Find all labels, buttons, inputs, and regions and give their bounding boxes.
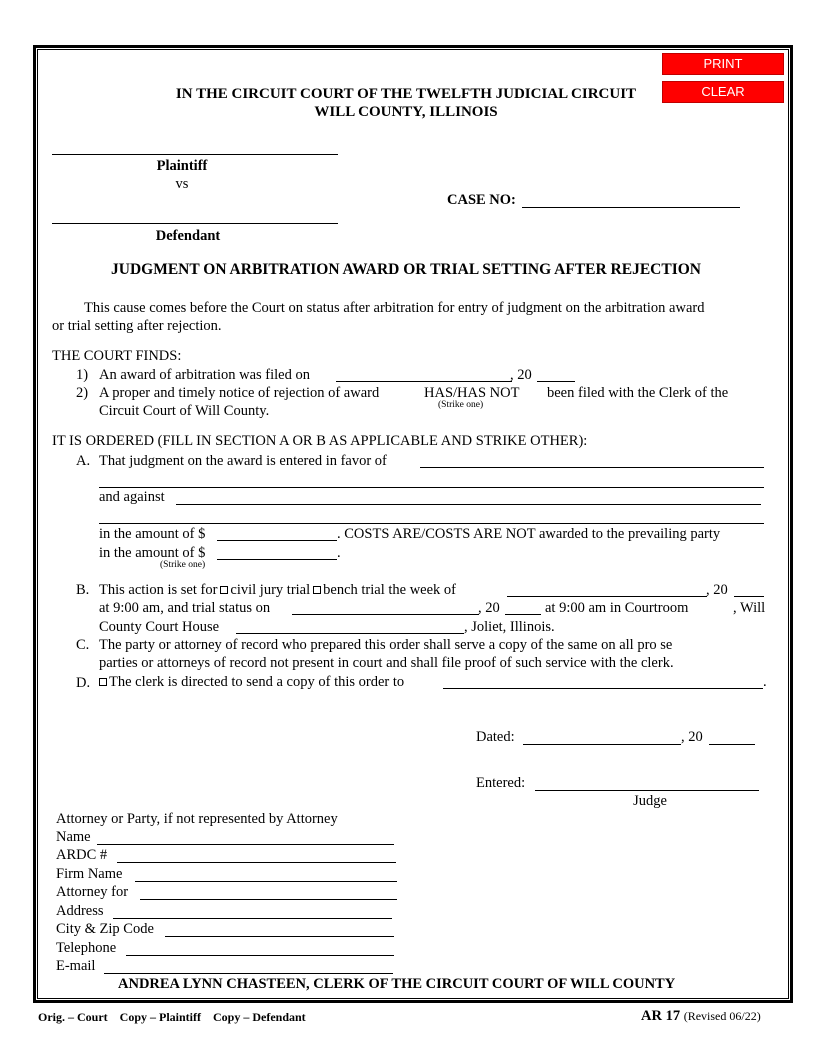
bench-trial-checkbox[interactable] (313, 586, 321, 594)
attorney-name-field[interactable] (97, 844, 394, 845)
defendant-field[interactable] (52, 223, 338, 224)
case-no-field[interactable] (522, 207, 740, 208)
amount-label-2: in the amount of $ (99, 545, 206, 561)
ardc-label: ARDC # (56, 847, 108, 863)
orders-heading: IT IS ORDERED (FILL IN SECTION A OR B AS APPLICABLE AND STRIKE OTHER): (52, 433, 588, 449)
against-field-line2[interactable] (99, 523, 764, 524)
finding-2-text: A proper and timely notice of rejection of award (99, 385, 380, 401)
clerk-name: ANDREA LYNN CHASTEEN, CLERK OF THE CIRCUIT COURT OF WILL COUNTY (118, 976, 676, 992)
intro-line1: This cause comes before the Court on status after arbitration for entry of judgment on the arbitration award (84, 300, 705, 316)
intro-line2: or trial setting after rejection. (52, 318, 222, 334)
trial-week-year-label: , 20 (706, 582, 728, 598)
finding-2-number: 2) (76, 385, 89, 401)
form-title: JUDGMENT ON ARBITRATION AWARD OR TRIAL SETTING AFTER REJECTION (111, 261, 701, 278)
section-c-letter: C. (76, 637, 90, 653)
and-against-label: and against (99, 489, 165, 505)
trial-week-year-field[interactable] (734, 596, 764, 597)
has-has-not-choice[interactable]: HAS/HAS NOT (424, 385, 520, 401)
dated-field[interactable] (523, 744, 681, 745)
amount-field-1[interactable] (217, 540, 337, 541)
against-field[interactable] (176, 504, 761, 505)
finding-2-line2: Circuit Court of Will County. (99, 403, 270, 419)
distribution-footer: Orig. – Court Copy – Plaintiff Copy – Defendant (38, 1010, 306, 1024)
section-a-text: That judgment on the award is entered in favor of (99, 453, 387, 469)
section-d-text: The clerk is directed to send a copy of this order to (109, 674, 405, 690)
will-label: , Will (733, 600, 766, 616)
section-d-letter: D. (76, 675, 91, 691)
courtroom-field[interactable] (706, 614, 732, 615)
section-d-line (96, 674, 404, 691)
city-zip-label: City & Zip Code (56, 921, 154, 937)
court-house-label: County Court House (99, 619, 220, 635)
favor-of-field[interactable] (420, 467, 764, 468)
court-header-line1: IN THE CIRCUIT COURT OF THE TWELFTH JUDICIAL CIRCUIT (175, 86, 637, 102)
attorney-for-field[interactable] (140, 899, 397, 900)
section-b-line1 (99, 582, 456, 599)
email-label: E-mail (56, 958, 96, 974)
firm-name-label: Firm Name (56, 866, 123, 882)
trial-status-year-field[interactable] (505, 614, 541, 615)
trial-status-label: at 9:00 am, and trial status on (99, 600, 271, 616)
finding-1-number: 1) (76, 367, 89, 383)
email-field[interactable] (104, 973, 393, 974)
attorney-for-label: Attorney for (56, 884, 129, 900)
telephone-field[interactable] (126, 955, 394, 956)
joliet-label: , Joliet, Illinois. (464, 619, 555, 635)
section-b-text: This action is set for (99, 582, 218, 598)
form-number (641, 1008, 761, 1025)
section-d-period: . (763, 674, 767, 690)
section-c-line1: The party or attorney of record who prepared this order shall serve a copy of the same on all pro se (99, 637, 673, 653)
address-field[interactable] (113, 918, 392, 919)
favor-of-field-line2[interactable] (99, 487, 764, 488)
judge-label: Judge (633, 793, 667, 809)
plaintiff-label: Plaintiff (156, 158, 208, 174)
award-filed-date-field[interactable] (336, 381, 512, 382)
finding-1-year-label: , 20 (510, 367, 532, 383)
judge-signature-field[interactable] (535, 790, 759, 791)
address-label: Address (56, 903, 104, 919)
firm-name-field[interactable] (135, 881, 397, 882)
attorney-heading: Attorney or Party, if not represented by Attorney (56, 811, 338, 827)
section-b-letter: B. (76, 582, 90, 598)
defendant-label: Defendant (155, 228, 221, 244)
telephone-label: Telephone (56, 940, 117, 956)
trial-week-field[interactable] (507, 596, 707, 597)
bench-trial-label: bench trial the week of (323, 582, 456, 598)
plaintiff-field[interactable] (52, 154, 338, 155)
dated-label: Dated: (476, 729, 515, 745)
amount-field-2[interactable] (217, 559, 337, 560)
send-copy-checkbox[interactable] (99, 678, 107, 686)
trial-status-year-label: , 20 (478, 600, 500, 616)
print-button[interactable]: PRINT (662, 53, 784, 75)
civil-jury-trial-label: civil jury trial (230, 582, 311, 598)
court-house-field[interactable] (236, 633, 464, 634)
section-c-line2: parties or attorneys of record not present in court and shall file proof of such service with the clerk. (99, 655, 674, 671)
strike-one-note-2: (Strike one) (160, 560, 206, 570)
amount-period: . (337, 545, 341, 561)
courtroom-label: at 9:00 am in Courtroom (545, 600, 689, 616)
case-no-label: CASE NO: (447, 192, 516, 208)
attorney-name-label: Name (56, 829, 91, 845)
civil-jury-trial-checkbox[interactable] (220, 586, 228, 594)
award-filed-year-field[interactable] (537, 381, 575, 382)
findings-heading: THE COURT FINDS: (52, 348, 182, 364)
clear-button[interactable]: CLEAR (662, 81, 784, 103)
finding-1-text: An award of arbitration was filed on (99, 367, 310, 383)
dated-year-field[interactable] (709, 744, 755, 745)
section-a-letter: A. (76, 453, 91, 469)
send-copy-to-field[interactable] (443, 688, 763, 689)
form-number-label: AR 17 (641, 1008, 681, 1024)
revised-label: (Revised 06/22) (683, 1009, 761, 1023)
finding-2-text-after: been filed with the Clerk of the (547, 385, 729, 401)
city-zip-field[interactable] (165, 936, 394, 937)
ardc-field[interactable] (117, 862, 396, 863)
entered-label: Entered: (476, 775, 526, 791)
trial-status-date-field[interactable] (292, 614, 479, 615)
strike-one-note-1: (Strike one) (438, 400, 484, 410)
amount-label-1: in the amount of $ (99, 526, 206, 542)
court-header-line2: WILL COUNTY, ILLINOIS (314, 104, 498, 120)
vs-label: vs (175, 176, 189, 192)
dated-year-label: , 20 (681, 729, 703, 745)
costs-text: . COSTS ARE/COSTS ARE NOT awarded to the prevailing party (337, 526, 721, 542)
